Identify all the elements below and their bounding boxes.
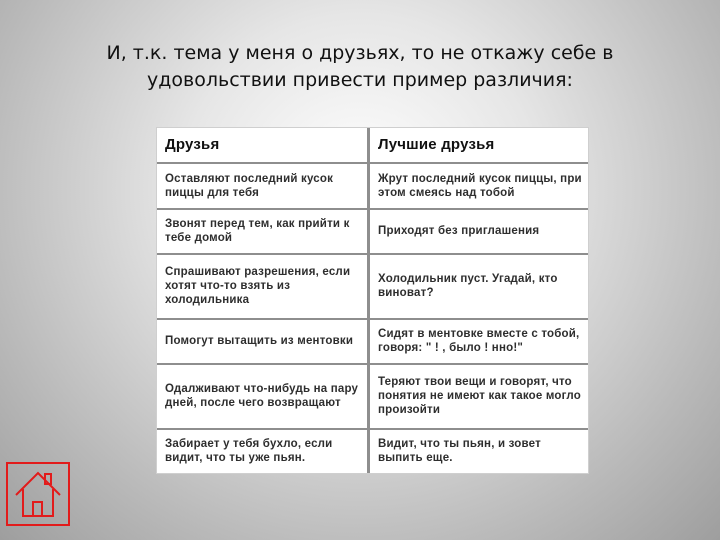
heading-line-2: удовольствии привести пример различия: [147, 69, 573, 91]
cell-friends: Звонят перед тем, как прийти к тебе домой [157, 209, 369, 255]
comparison-table [156, 127, 589, 474]
cell-best-friends: Холодильник пуст. Угадай, кто виноват? [369, 254, 589, 318]
cell-friends: Оставляют последний кусок пиццы для тебя [157, 163, 369, 209]
cell-best-friends: Теряют твои вещи и говорят, что понятия не имеют как такое могло произойти [369, 364, 589, 428]
cell-best-friends: Приходят без приглашения [369, 209, 589, 255]
table-row [157, 209, 588, 255]
cell-best-friends: Жрут последний кусок пиццы, при этом смеясь над тобой [369, 163, 589, 209]
home-button[interactable] [6, 462, 70, 526]
table-header-row [157, 128, 588, 163]
slide-heading [60, 40, 660, 94]
cell-friends: Помогут вытащить из ментовки [157, 319, 369, 365]
cell-best-friends: Сидят в ментовке вместе с тобой, говоря: " ! , было ! нно!" [369, 319, 589, 365]
cell-friends: Забирает у тебя бухло, если видит, что ты уже пьян. [157, 429, 369, 473]
friends-table [157, 128, 588, 473]
header-best-friends: Лучшие друзья [369, 128, 589, 163]
cell-best-friends: Видит, что ты пьян, и зовет выпить еще. [378, 438, 541, 465]
table-row [157, 319, 588, 365]
table-row [157, 429, 588, 473]
header-friends: Друзья [157, 128, 369, 163]
house-icon [8, 464, 68, 524]
heading-line-1: И, т.к. тема у меня о друзьях, то не откажу себе в [106, 42, 614, 64]
cell-friends: Одалживают что-нибудь на пару дней, после чего возвращают [157, 364, 369, 428]
table-row [157, 364, 588, 428]
table-row [157, 163, 588, 209]
table-row [157, 254, 588, 318]
cell-friends: Спрашивают разрешения, если хотят что-то взять из холодильника [157, 254, 369, 318]
